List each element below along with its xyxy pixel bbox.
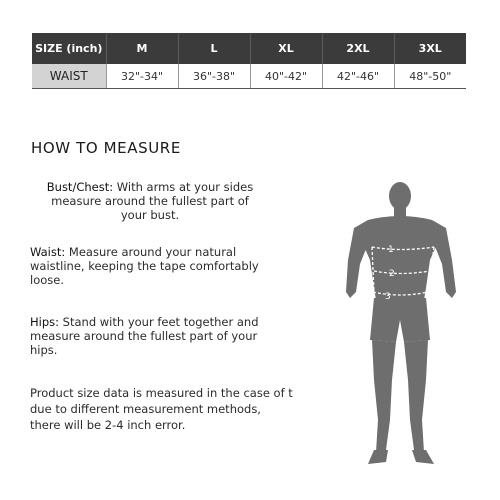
waist-line-3: loose. bbox=[30, 273, 64, 287]
note-line-1: Product size data is measured in the case of t bbox=[30, 386, 293, 400]
hips-term: Hips: bbox=[30, 315, 60, 329]
waist-value-m: 32"-34" bbox=[106, 64, 178, 89]
hips-instruction bbox=[30, 315, 295, 357]
size-header-label: SIZE (inch) bbox=[32, 33, 106, 64]
body-silhouette-figure bbox=[338, 180, 468, 480]
waist-line-2: waistline, keeping the tape comfortably bbox=[30, 259, 259, 273]
hips-line-2: measure around the fullest part of your bbox=[30, 329, 258, 343]
hips-line-1: Stand with your feet together and bbox=[59, 315, 259, 329]
body-silhouette bbox=[346, 182, 456, 464]
waist-value-l: 36"-38" bbox=[178, 64, 250, 89]
size-header-m: M bbox=[106, 33, 178, 64]
measurement-note bbox=[30, 385, 330, 433]
waist-value-3xl: 48"-50" bbox=[394, 64, 466, 89]
size-chart-table bbox=[32, 33, 466, 89]
marker-3: 3 bbox=[385, 292, 391, 302]
table-row bbox=[32, 64, 466, 89]
bust-term: Bust/Chest: bbox=[46, 180, 114, 194]
size-header-3xl: 3XL bbox=[394, 33, 466, 64]
waist-term: Waist: bbox=[30, 245, 66, 259]
size-header-row bbox=[32, 33, 466, 64]
bust-line-3: your bust. bbox=[120, 208, 180, 222]
note-line-3: there will be 2-4 inch error. bbox=[30, 418, 186, 432]
waist-value-xl: 40"-42" bbox=[250, 64, 322, 89]
hips-line-3: hips. bbox=[30, 343, 58, 357]
waist-value-2xl: 42"-46" bbox=[322, 64, 394, 89]
waist-instruction bbox=[30, 245, 295, 287]
bust-line-1: With arms at your sides bbox=[113, 180, 254, 194]
marker-1: 1 bbox=[388, 245, 394, 255]
note-line-2: due to different measurement methods, bbox=[30, 402, 261, 416]
waist-line-1: Measure around your natural bbox=[65, 245, 237, 259]
marker-2: 2 bbox=[389, 269, 395, 279]
bust-instruction bbox=[30, 180, 270, 222]
row-label-waist: WAIST bbox=[32, 64, 106, 89]
size-header-l: L bbox=[178, 33, 250, 64]
size-header-2xl: 2XL bbox=[322, 33, 394, 64]
bust-line-2: measure around the fullest part of bbox=[51, 194, 249, 208]
size-header-xl: XL bbox=[250, 33, 322, 64]
how-to-measure-title: HOW TO MEASURE bbox=[31, 139, 181, 157]
